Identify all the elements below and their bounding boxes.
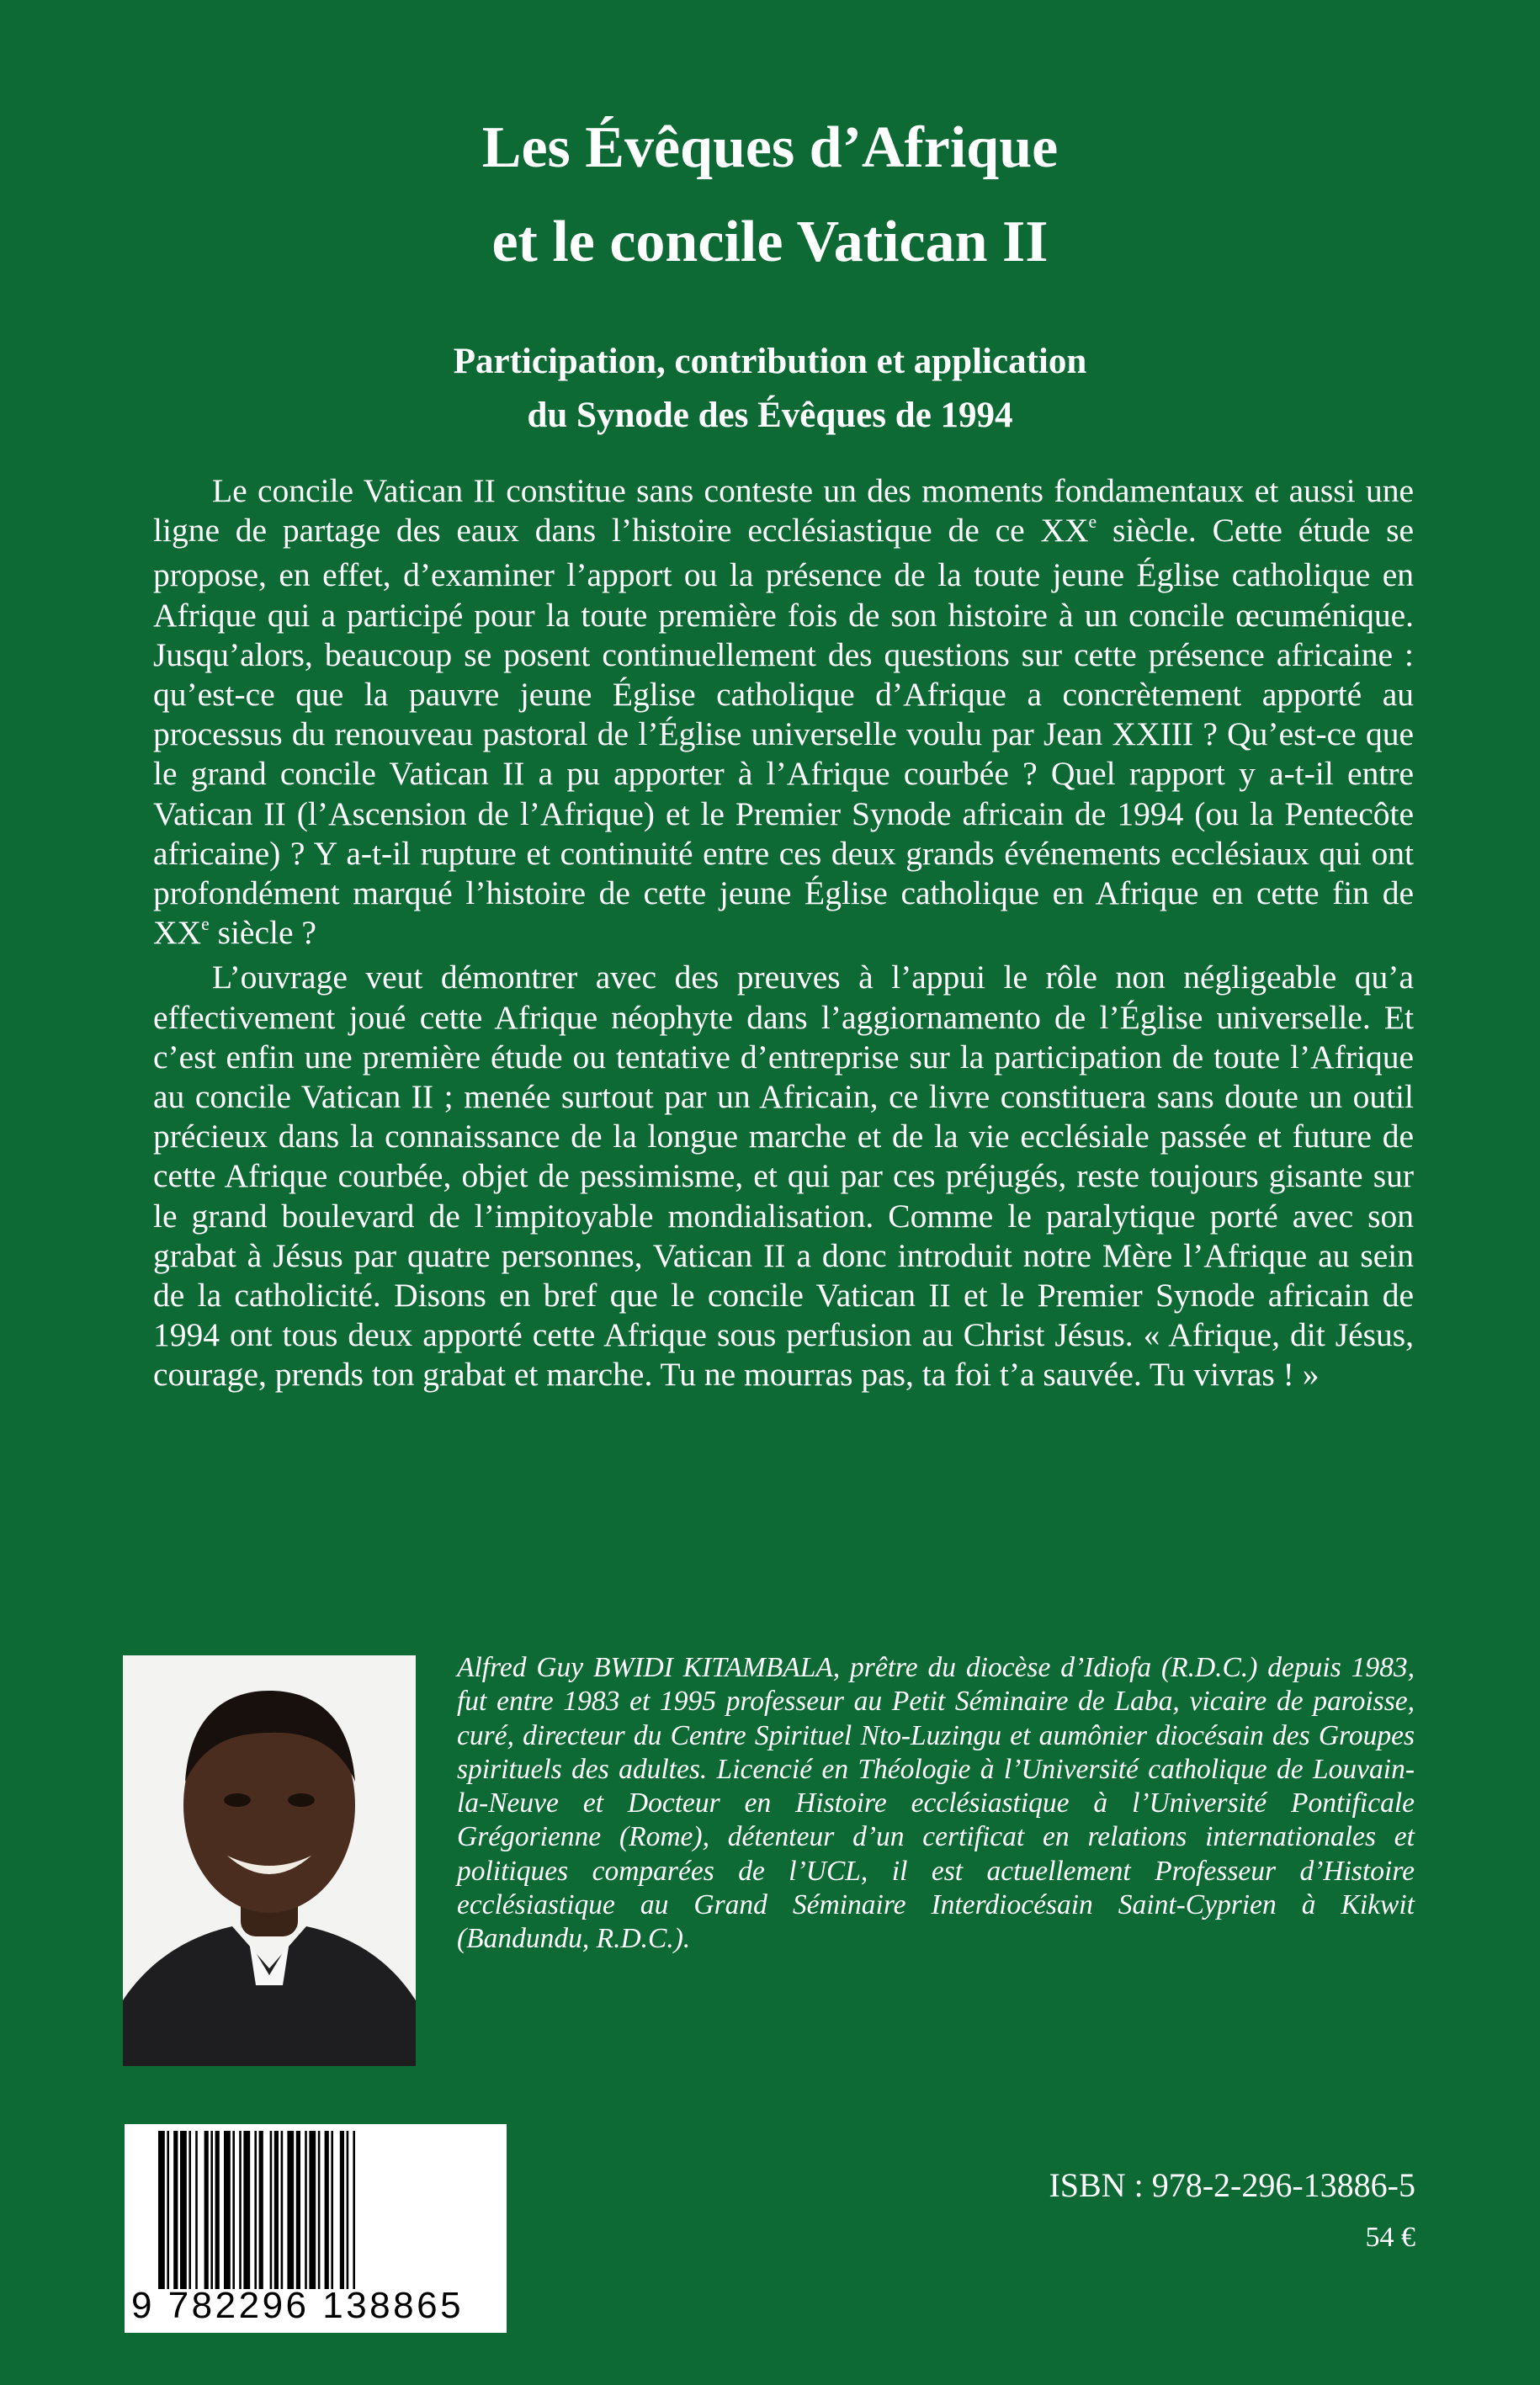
barcode-bar [281, 2131, 284, 2289]
barcode-bar [243, 2131, 250, 2289]
barcode-bar [167, 2131, 169, 2289]
book-subtitle [0, 335, 1540, 443]
barcode-bar [224, 2131, 231, 2289]
author-portrait-icon [123, 1655, 416, 2066]
barcode-bar [254, 2131, 257, 2289]
barcode-bar [158, 2131, 165, 2289]
subtitle-line-2: du Synode des Évêques de 1994 [527, 396, 1013, 435]
barcode-bar [232, 2131, 235, 2289]
barcode-bar [204, 2131, 209, 2289]
superscript-e: e [201, 913, 210, 934]
summary-p1-part-b: siècle. Cette étude se propose, en effet, d’examiner l’apport ou la présence de la toute jeune Église catholique en Afrique qui a participé pour la toute première fois de son histoire à un concile œcuménique. Jusqu’alors, beaucoup se posent continuellement des questions sur cette présence africaine : qu’est-ce que la pauvre jeune Église catholique d’Afrique a concrètement apporté au processus du renouveau pastoral de l’Église universelle voulu par Jean XXIII ? Qu’est-ce que le grand concile Vatican II a pu apporter à l’Afrique courbée ? Quel rapport y a-t-il entre Vatican II (l’Ascension de l’Afrique) et le Premier Synode africain de 1994 (ou la Pentecôte africaine) ? Y a-t-il rupture et continuité entre ces deux grands événements ecclésiaux qui ont profondément marqué l’histoire de cette jeune Église catholique en Afrique en cette fin de XX [153, 512, 1414, 952]
title-line-1: Les Évêques d’Afrique [481, 115, 1059, 180]
barcode-bar [309, 2131, 316, 2289]
superscript-e: e [1088, 511, 1097, 532]
isbn: ISBN : 978-2-296-13886-5 [1049, 2166, 1415, 2204]
barcode-bar [173, 2131, 178, 2289]
summary-p1-part-a: Le concile Vatican II constitue sans conteste un des moments fondamentaux et aussi une ligne de partage des eaux dans l’histoire ecclésiastique de ce XX [153, 472, 1414, 550]
barcode-bar [270, 2131, 273, 2289]
barcode [125, 2124, 507, 2333]
barcode-bar [189, 2131, 191, 2289]
price: 54 € [1365, 2222, 1415, 2253]
summary-paragraph-1 [153, 471, 1414, 958]
barcode-bar [195, 2131, 198, 2289]
barcode-bar [274, 2131, 279, 2289]
barcode-bar [210, 2131, 213, 2289]
subtitle-line-1: Participation, contribution et application [453, 342, 1087, 381]
barcode-digits: 9 782296 138865 [131, 2285, 465, 2326]
barcode-bar [340, 2131, 344, 2289]
barcode-bar [287, 2131, 294, 2289]
barcode-bar [318, 2131, 321, 2289]
barcode-bar [353, 2131, 355, 2289]
barcode-bar [239, 2131, 242, 2289]
barcode-bar [296, 2131, 300, 2289]
book-title [0, 101, 1540, 289]
summary-p1-part-c: siècle ? [209, 914, 316, 952]
barcode-bar [325, 2131, 329, 2289]
author-photo [123, 1655, 416, 2066]
barcode-bar [215, 2131, 220, 2289]
title-line-2: et le concile Vatican II [491, 210, 1049, 274]
barcode-bar [305, 2131, 307, 2289]
barcode-bar [180, 2131, 187, 2289]
author-bio: Alfred Guy BWIDI KITAMBALA, prêtre du diocèse d’Idiofa (R.D.C.) depuis 1983, fut entre 1983 et 1995 professeur au Petit Séminaire de Laba, vicaire de paroisse, curé, directeur du Centre Spirituel Nto-Luzingu et aumônier diocésain des Groupes spirituels des adultes. Licencié en Théologie à l’Université catholique de Louvain-la-Neuve et Docteur en Histoire ecclésiastique à l’Université Pontificale Grégorienne (Rome), détenteur d’un certificat en relations internationales et politiques comparées de l’UCL, il est actuellement Professeur d’Histoire ecclésiastique au Grand Séminaire Interdiocésain Saint-Cyprien à Kikwit (Bandundu, R.D.C.). [457, 1652, 1415, 1955]
barcode-bars [158, 2131, 498, 2289]
summary-text [153, 471, 1414, 1395]
barcode-bar [331, 2131, 333, 2289]
barcode-bar [259, 2131, 263, 2289]
barcode-bar [347, 2131, 349, 2289]
summary-paragraph-2: L’ouvrage veut démontrer avec des preuves à l’appui le rôle non négligeable qu’a effectivement joué cette Afrique néophyte dans l’aggiornamento de l’Église universelle. Et c’est enfin une première étude ou tentative d’entreprise sur la participation de toute l’Afrique au concile Vatican II ; menée surtout par un Africain, ce livre constituera sans doute un outil précieux dans la connaissance de la longue marche et de la vie ecclésiale passée et future de cette Afrique courbée, objet de pessimisme, et qui par ces préjugés, reste toujours gisante sur le grand boulevard de l’impitoyable mondialisation. Comme le paralytique porté avec son grabat à Jésus par quatre personnes, Vatican II a donc introduit notre Mère l’Afrique au sein de la catholicité. Disons en bref que le concile Vatican II et le Premier Synode africain de 1994 ont tous deux apporté cette Afrique sous perfusion au Christ Jésus. « Afrique, dit Jésus, courage, prends ton grabat et marche. Tu ne mourras pas, ta foi t’a sauvée. Tu vivras ! » [153, 959, 1414, 1394]
